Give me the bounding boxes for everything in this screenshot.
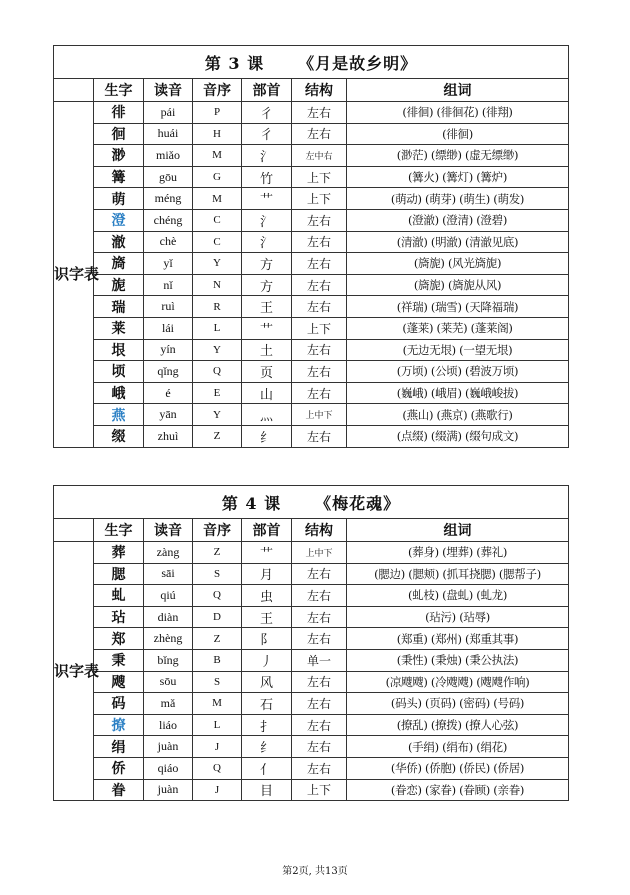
order-cell: Z <box>193 542 242 564</box>
radical-cell: 月 <box>242 563 292 585</box>
words-cell: (腮边) (腮颊) (抓耳挠腮) (腮帮子) <box>347 563 569 585</box>
words-cell: (旖旎) (风光旖旎) <box>347 253 569 275</box>
radical-cell: 石 <box>242 693 292 715</box>
table-row <box>54 102 569 124</box>
pinyin-cell: juàn <box>144 736 193 758</box>
char-cell: 撩 <box>94 714 144 736</box>
radical-cell: 彳 <box>242 123 292 145</box>
side-label: 识字表 <box>54 542 94 801</box>
words-cell: (徘徊) (徘徊花) (徘翔) <box>347 102 569 124</box>
radical-cell: 风 <box>242 671 292 693</box>
order-cell: Q <box>193 585 242 607</box>
structure-cell: 左右 <box>292 736 347 758</box>
char-cell: 萌 <box>94 188 144 210</box>
order-cell: Q <box>193 361 242 383</box>
words-cell: (渺茫) (缥缈) (虚无缥缈) <box>347 145 569 167</box>
order-cell: S <box>193 563 242 585</box>
header-order: 音序 <box>193 519 242 542</box>
char-cell: 澈 <box>94 231 144 253</box>
radical-cell: 王 <box>242 296 292 318</box>
char-cell: 玷 <box>94 606 144 628</box>
radical-cell: 氵 <box>242 209 292 231</box>
table-row <box>54 339 569 361</box>
radical-cell: 山 <box>242 382 292 404</box>
order-cell: Z <box>193 628 242 650</box>
pinyin-cell: lái <box>144 317 193 339</box>
structure-cell: 上中下 <box>292 542 347 564</box>
order-cell: M <box>193 188 242 210</box>
order-cell: Z <box>193 425 242 447</box>
header-row <box>54 79 569 102</box>
words-cell: (码头) (页码) (密码) (号码) <box>347 693 569 715</box>
pinyin-cell: sāi <box>144 563 193 585</box>
char-cell: 葬 <box>94 542 144 564</box>
char-cell: 澄 <box>94 209 144 231</box>
radical-cell: 土 <box>242 339 292 361</box>
table-row <box>54 361 569 383</box>
pinyin-cell: nǐ <box>144 274 193 296</box>
radical-cell: 纟 <box>242 425 292 447</box>
header-char: 生字 <box>94 519 144 542</box>
page-footer: 第2页, 共13页 <box>282 866 348 877</box>
order-cell: M <box>193 693 242 715</box>
structure-cell: 左右 <box>292 231 347 253</box>
order-cell: Y <box>193 253 242 275</box>
order-cell: G <box>193 166 242 188</box>
char-cell: 旎 <box>94 274 144 296</box>
pinyin-cell: juàn <box>144 779 193 801</box>
order-cell: R <box>193 296 242 318</box>
lesson-3-table <box>53 45 569 448</box>
table-row <box>54 585 569 607</box>
table-row <box>54 671 569 693</box>
structure-cell: 左右 <box>292 339 347 361</box>
radical-cell: 艹 <box>242 317 292 339</box>
order-cell: L <box>193 317 242 339</box>
header-row <box>54 519 569 542</box>
char-cell: 渺 <box>94 145 144 167</box>
words-cell: (点缀) (缀满) (缀句成文) <box>347 425 569 447</box>
pinyin-cell: sōu <box>144 671 193 693</box>
radical-cell: 氵 <box>242 231 292 253</box>
lesson-name: 《梅花魂》 <box>315 493 401 513</box>
header-structure: 结构 <box>292 519 347 542</box>
radical-cell: 艹 <box>242 188 292 210</box>
pinyin-cell: chéng <box>144 209 193 231</box>
table-row <box>54 606 569 628</box>
order-cell: E <box>193 382 242 404</box>
order-cell: B <box>193 649 242 671</box>
char-cell: 虬 <box>94 585 144 607</box>
structure-cell: 单一 <box>292 649 347 671</box>
lesson-name: 《月是故乡明》 <box>298 53 418 73</box>
words-cell: (徘徊) <box>347 123 569 145</box>
order-cell: Y <box>193 339 242 361</box>
words-cell: (清澈) (明澈) (清澈见底) <box>347 231 569 253</box>
words-cell: (葬身) (埋葬) (葬礼) <box>347 542 569 564</box>
lesson-number: 第 4 课 <box>221 493 282 513</box>
char-cell: 垠 <box>94 339 144 361</box>
words-cell: (篝火) (篝灯) (篝炉) <box>347 166 569 188</box>
lesson-title-row <box>54 46 569 79</box>
words-cell: (玷污) (玷辱) <box>347 606 569 628</box>
order-cell: Y <box>193 404 242 426</box>
header-blank <box>54 79 94 102</box>
table-row <box>54 231 569 253</box>
pinyin-cell: liáo <box>144 714 193 736</box>
char-cell: 腮 <box>94 563 144 585</box>
order-cell: M <box>193 145 242 167</box>
structure-cell: 上下 <box>292 166 347 188</box>
structure-cell: 左右 <box>292 714 347 736</box>
structure-cell: 上下 <box>292 188 347 210</box>
words-cell: (无边无垠) (一望无垠) <box>347 339 569 361</box>
table-row <box>54 209 569 231</box>
structure-cell: 左中右 <box>292 145 347 167</box>
order-cell: D <box>193 606 242 628</box>
order-cell: Q <box>193 757 242 779</box>
pinyin-cell: zàng <box>144 542 193 564</box>
char-cell: 顷 <box>94 361 144 383</box>
pinyin-cell: zhuì <box>144 425 193 447</box>
pinyin-cell: méng <box>144 188 193 210</box>
words-cell: (眷恋) (家眷) (眷顾) (亲眷) <box>347 779 569 801</box>
header-words: 组词 <box>347 519 569 542</box>
char-cell: 绢 <box>94 736 144 758</box>
header-radical: 部首 <box>242 519 292 542</box>
table-row <box>54 425 569 447</box>
table-row <box>54 123 569 145</box>
order-cell: N <box>193 274 242 296</box>
char-cell: 飕 <box>94 671 144 693</box>
structure-cell: 左右 <box>292 274 347 296</box>
header-pinyin: 读音 <box>144 79 193 102</box>
radical-cell: 丿 <box>242 649 292 671</box>
structure-cell: 左右 <box>292 296 347 318</box>
table-row <box>54 628 569 650</box>
structure-cell: 左右 <box>292 123 347 145</box>
pinyin-cell: gōu <box>144 166 193 188</box>
pinyin-cell: yǐ <box>144 253 193 275</box>
lesson-title <box>54 46 569 79</box>
radical-cell: 扌 <box>242 714 292 736</box>
structure-cell: 左右 <box>292 563 347 585</box>
char-cell: 莱 <box>94 317 144 339</box>
order-cell: C <box>193 209 242 231</box>
words-cell: (华侨) (侨胞) (侨民) (侨居) <box>347 757 569 779</box>
table-row <box>54 404 569 426</box>
words-cell: (郑重) (郑州) (郑重其事) <box>347 628 569 650</box>
table-row <box>54 253 569 275</box>
radical-cell: 王 <box>242 606 292 628</box>
header-pinyin: 读音 <box>144 519 193 542</box>
structure-cell: 上中下 <box>292 404 347 426</box>
table-row <box>54 145 569 167</box>
radical-cell: 目 <box>242 779 292 801</box>
radical-cell: 彳 <box>242 102 292 124</box>
words-cell: (虬枝) (盘虬) (虬龙) <box>347 585 569 607</box>
char-cell: 篝 <box>94 166 144 188</box>
pinyin-cell: pái <box>144 102 193 124</box>
words-cell: (手绢) (绢布) (绢花) <box>347 736 569 758</box>
pinyin-cell: diàn <box>144 606 193 628</box>
pinyin-cell: huái <box>144 123 193 145</box>
words-cell: (澄澈) (澄清) (澄碧) <box>347 209 569 231</box>
char-cell: 瑞 <box>94 296 144 318</box>
words-cell: (秉性) (秉烛) (秉公执法) <box>347 649 569 671</box>
header-blank <box>54 519 94 542</box>
order-cell: C <box>193 231 242 253</box>
order-cell: P <box>193 102 242 124</box>
structure-cell: 左右 <box>292 671 347 693</box>
radical-cell: 页 <box>242 361 292 383</box>
structure-cell: 左右 <box>292 361 347 383</box>
radical-cell: 艹 <box>242 542 292 564</box>
structure-cell: 上下 <box>292 779 347 801</box>
radical-cell: 阝 <box>242 628 292 650</box>
char-cell: 徊 <box>94 123 144 145</box>
table-row <box>54 714 569 736</box>
table-row <box>54 779 569 801</box>
words-cell: (旖旎) (旖旎从风) <box>347 274 569 296</box>
lesson-title-row <box>54 486 569 519</box>
radical-cell: 虫 <box>242 585 292 607</box>
structure-cell: 左右 <box>292 425 347 447</box>
radical-cell: 方 <box>242 253 292 275</box>
char-cell: 郑 <box>94 628 144 650</box>
pinyin-cell: ruì <box>144 296 193 318</box>
order-cell: J <box>193 736 242 758</box>
table-row <box>54 542 569 564</box>
table-row <box>54 693 569 715</box>
words-cell: (蓬莱) (莱芜) (蓬莱阁) <box>347 317 569 339</box>
char-cell: 徘 <box>94 102 144 124</box>
pinyin-cell: mǎ <box>144 693 193 715</box>
table-row <box>54 649 569 671</box>
table-row <box>54 736 569 758</box>
header-char: 生字 <box>94 79 144 102</box>
header-radical: 部首 <box>242 79 292 102</box>
pinyin-cell: bǐng <box>144 649 193 671</box>
lesson-title <box>54 486 569 519</box>
structure-cell: 左右 <box>292 102 347 124</box>
pinyin-cell: chè <box>144 231 193 253</box>
char-cell: 秉 <box>94 649 144 671</box>
pinyin-cell: yān <box>144 404 193 426</box>
radical-cell: 竹 <box>242 166 292 188</box>
words-cell: (万顷) (公顷) (碧波万顷) <box>347 361 569 383</box>
words-cell: (巍峨) (峨眉) (巍峨峻拔) <box>347 382 569 404</box>
words-cell: (祥瑞) (瑞雪) (天降福瑞) <box>347 296 569 318</box>
header-order: 音序 <box>193 79 242 102</box>
header-structure: 结构 <box>292 79 347 102</box>
order-cell: S <box>193 671 242 693</box>
order-cell: J <box>193 779 242 801</box>
radical-cell: 氵 <box>242 145 292 167</box>
table-row <box>54 166 569 188</box>
structure-cell: 左右 <box>292 209 347 231</box>
table-row <box>54 188 569 210</box>
char-cell: 峨 <box>94 382 144 404</box>
pinyin-cell: qǐng <box>144 361 193 383</box>
radical-cell: 纟 <box>242 736 292 758</box>
structure-cell: 左右 <box>292 606 347 628</box>
table-row <box>54 382 569 404</box>
order-cell: L <box>193 714 242 736</box>
table-row <box>54 296 569 318</box>
structure-cell: 左右 <box>292 628 347 650</box>
order-cell: H <box>193 123 242 145</box>
words-cell: (凉飕飕) (冷飕飕) (飕飕作响) <box>347 671 569 693</box>
pinyin-cell: qiáo <box>144 757 193 779</box>
structure-cell: 左右 <box>292 585 347 607</box>
pinyin-cell: zhèng <box>144 628 193 650</box>
char-cell: 眷 <box>94 779 144 801</box>
pinyin-cell: é <box>144 382 193 404</box>
char-cell: 旖 <box>94 253 144 275</box>
pinyin-cell: yín <box>144 339 193 361</box>
table-row <box>54 563 569 585</box>
side-label: 识字表 <box>54 102 94 448</box>
structure-cell: 左右 <box>292 693 347 715</box>
lesson-number: 第 3 课 <box>204 53 265 73</box>
pinyin-cell: qiú <box>144 585 193 607</box>
structure-cell: 上下 <box>292 317 347 339</box>
structure-cell: 左右 <box>292 253 347 275</box>
table-row <box>54 274 569 296</box>
char-cell: 燕 <box>94 404 144 426</box>
radical-cell: 方 <box>242 274 292 296</box>
structure-cell: 左右 <box>292 382 347 404</box>
words-cell: (燕山) (燕京) (燕歌行) <box>347 404 569 426</box>
words-cell: (撩乱) (撩拨) (撩人心弦) <box>347 714 569 736</box>
char-cell: 缀 <box>94 425 144 447</box>
pinyin-cell: miǎo <box>144 145 193 167</box>
radical-cell: 亻 <box>242 757 292 779</box>
table-row <box>54 757 569 779</box>
radical-cell: 灬 <box>242 404 292 426</box>
words-cell: (萌动) (萌芽) (萌生) (萌发) <box>347 188 569 210</box>
char-cell: 侨 <box>94 757 144 779</box>
structure-cell: 左右 <box>292 757 347 779</box>
table-row <box>54 317 569 339</box>
lesson-4-table <box>53 485 569 801</box>
char-cell: 码 <box>94 693 144 715</box>
header-words: 组词 <box>347 79 569 102</box>
